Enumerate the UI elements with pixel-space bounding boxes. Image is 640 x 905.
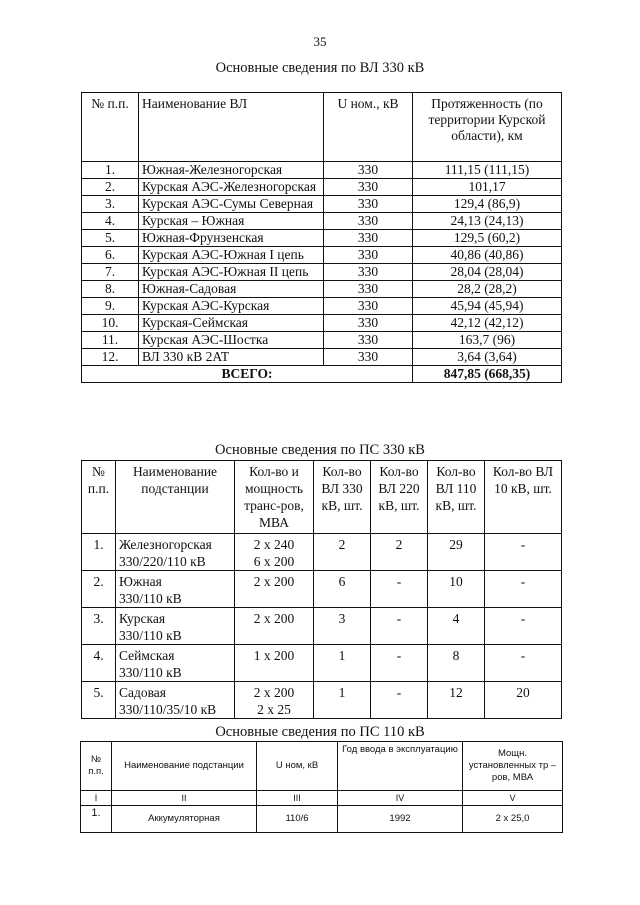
cell-line: 2 х 200 <box>253 611 295 626</box>
ps110-header-power: Мощн. установленных тр – ров, МВА <box>463 742 563 791</box>
ps330-cell-num: 4. <box>82 645 116 682</box>
vl330-cell-u: 330 <box>324 162 413 179</box>
vl330-cell-u: 330 <box>324 281 413 298</box>
table-row <box>82 162 562 179</box>
vl330-cell-u: 330 <box>324 179 413 196</box>
ps330-cell-vl10: - <box>485 645 562 682</box>
vl330-cell-name: ВЛ 330 кВ 2АТ <box>139 349 324 366</box>
vl330-cell-length: 24,13 (24,13) <box>413 213 562 230</box>
table-row <box>82 315 562 332</box>
vl330-cell-length: 42,12 (42,12) <box>413 315 562 332</box>
vl330-cell-num: 12. <box>82 349 139 366</box>
vl330-cell-num: 1. <box>82 162 139 179</box>
vl330-cell-name: Южная-Железногорская <box>139 162 324 179</box>
vl330-cell-name: Курская АЭС-Шостка <box>139 332 324 349</box>
vl330-cell-num: 4. <box>82 213 139 230</box>
ps110-header-u: U ном, кВ <box>257 742 338 791</box>
vl330-cell-name: Курская АЭС-Курская <box>139 298 324 315</box>
vl330-cell-u: 330 <box>324 264 413 281</box>
vl330-cell-num: 9. <box>82 298 139 315</box>
table-row <box>82 645 562 682</box>
table-row <box>82 196 562 213</box>
table-row <box>82 682 562 719</box>
vl330-cell-name: Южная-Фрунзенская <box>139 230 324 247</box>
table-row <box>82 332 562 349</box>
cell-line: 2 х 200 <box>253 685 295 700</box>
ps330-cell-vl110: 29 <box>428 534 485 571</box>
ps330-cell-name <box>116 534 235 571</box>
table-row <box>81 806 563 833</box>
ps330-header-vl110: Кол-во ВЛ 110 кВ, шт. <box>428 461 485 534</box>
table-row <box>82 264 562 281</box>
cell-line: 330/220/110 кВ <box>119 554 206 569</box>
vl330-header-u: U ном., кВ <box>324 93 413 162</box>
cell-line: 1 х 200 <box>253 648 295 663</box>
ps330-cell-num: 3. <box>82 608 116 645</box>
ps330-cell-vl330: 3 <box>314 608 371 645</box>
cell-line: 330/110/35/10 кВ <box>119 702 217 717</box>
vl330-cell-num: 3. <box>82 196 139 213</box>
ps110-row-power: 2 х 25,0 <box>463 806 563 833</box>
vl330-cell-length: 45,94 (45,94) <box>413 298 562 315</box>
ps330-table <box>81 460 562 719</box>
ps110-roman-4: IV <box>338 791 463 806</box>
ps110-roman-3: III <box>257 791 338 806</box>
ps110-roman-row <box>81 791 563 806</box>
vl330-cell-u: 330 <box>324 315 413 332</box>
ps110-roman-5: V <box>463 791 563 806</box>
ps110-row-num: 1. <box>81 806 112 833</box>
ps330-cell-vl110: 4 <box>428 608 485 645</box>
cell-line: 330/110 кВ <box>119 591 182 606</box>
cell-line: Курская <box>119 611 166 626</box>
page-number: 35 <box>313 34 327 49</box>
vl330-cell-num: 2. <box>82 179 139 196</box>
ps330-header-vl10: Кол-во ВЛ 10 кВ, шт. <box>485 461 562 534</box>
vl330-cell-length: 129,5 (60,2) <box>413 230 562 247</box>
ps330-cell-vl220: - <box>371 571 428 608</box>
vl330-cell-u: 330 <box>324 298 413 315</box>
table-row <box>82 608 562 645</box>
vl330-cell-name: Курская АЭС-Железногорская <box>139 179 324 196</box>
vl330-caption: Основные сведения по ВЛ 330 кВ <box>215 60 425 76</box>
ps330-cell-name <box>116 645 235 682</box>
ps330-cell-name <box>116 571 235 608</box>
cell-line: Садовая <box>119 685 167 700</box>
cell-line: 2 х 25 <box>257 702 291 717</box>
cell-line: 2 х 240 <box>253 537 295 552</box>
ps330-cell-vl330: 1 <box>314 682 371 719</box>
ps330-cell-vl110: 12 <box>428 682 485 719</box>
ps110-header-name: Наименование подстанции <box>112 742 257 791</box>
table-row <box>82 247 562 264</box>
table-row <box>82 571 562 608</box>
table-row <box>82 213 562 230</box>
ps330-cell-vl10: - <box>485 571 562 608</box>
ps110-header-row <box>81 742 563 791</box>
vl330-cell-num: 11. <box>82 332 139 349</box>
ps330-cell-vl220: 2 <box>371 534 428 571</box>
ps330-cell-trans <box>235 571 314 608</box>
vl330-total-row <box>82 366 562 383</box>
ps330-header-vl220: Кол-во ВЛ 220 кВ, шт. <box>371 461 428 534</box>
ps330-cell-trans <box>235 682 314 719</box>
ps330-cell-name <box>116 608 235 645</box>
ps110-row-u: 110/6 <box>257 806 338 833</box>
vl330-table <box>81 92 562 383</box>
vl330-header-name: Наименование ВЛ <box>139 93 324 162</box>
vl330-cell-length: 129,4 (86,9) <box>413 196 562 213</box>
vl330-header-num: № п.п. <box>82 93 139 162</box>
vl330-cell-name: Курская-Сеймская <box>139 315 324 332</box>
vl330-cell-u: 330 <box>324 247 413 264</box>
vl330-cell-name: Курская АЭС-Сумы Северная <box>139 196 324 213</box>
ps330-header-row <box>82 461 562 534</box>
vl330-cell-num: 10. <box>82 315 139 332</box>
vl330-cell-u: 330 <box>324 213 413 230</box>
vl330-cell-u: 330 <box>324 230 413 247</box>
vl330-cell-num: 6. <box>82 247 139 264</box>
ps330-cell-trans <box>235 608 314 645</box>
ps110-header-num: № п.п. <box>81 742 112 791</box>
ps110-caption: Основные сведения по ПС 110 кВ <box>215 724 425 740</box>
ps330-cell-vl110: 10 <box>428 571 485 608</box>
cell-line: 330/110 кВ <box>119 665 182 680</box>
vl330-cell-length: 111,15 (111,15) <box>413 162 562 179</box>
cell-line: Железногорская <box>119 537 212 552</box>
ps110-roman-1: I <box>81 791 112 806</box>
vl330-header-length: Протяженность (по территории Курской области), км <box>413 93 562 162</box>
ps110-row-name: Аккумуляторная <box>112 806 257 833</box>
vl330-cell-length: 163,7 (96) <box>413 332 562 349</box>
ps330-cell-trans <box>235 534 314 571</box>
table-row <box>82 298 562 315</box>
vl330-cell-name: Курская – Южная <box>139 213 324 230</box>
vl330-cell-length: 3,64 (3,64) <box>413 349 562 366</box>
vl330-cell-num: 8. <box>82 281 139 298</box>
vl330-cell-u: 330 <box>324 196 413 213</box>
vl330-cell-num: 7. <box>82 264 139 281</box>
ps330-cell-vl330: 6 <box>314 571 371 608</box>
cell-line: 330/110 кВ <box>119 628 182 643</box>
cell-line: 6 х 200 <box>253 554 295 569</box>
ps330-cell-vl10: - <box>485 608 562 645</box>
table-row <box>82 281 562 298</box>
cell-line: Южная <box>119 574 162 589</box>
ps110-table <box>80 741 563 833</box>
ps330-cell-trans <box>235 645 314 682</box>
vl330-cell-length: 28,04 (28,04) <box>413 264 562 281</box>
ps110-row-year: 1992 <box>338 806 463 833</box>
vl330-cell-length: 101,17 <box>413 179 562 196</box>
vl330-cell-name: Курская АЭС-Южная II цепь <box>139 264 324 281</box>
table-row <box>82 349 562 366</box>
vl330-cell-length: 40,86 (40,86) <box>413 247 562 264</box>
ps330-cell-vl10: 20 <box>485 682 562 719</box>
ps330-cell-vl330: 1 <box>314 645 371 682</box>
vl330-cell-name: Южная-Садовая <box>139 281 324 298</box>
cell-line: 2 х 200 <box>253 574 295 589</box>
vl330-cell-num: 5. <box>82 230 139 247</box>
ps330-cell-vl220: - <box>371 645 428 682</box>
vl330-total-label: ВСЕГО: <box>82 366 413 383</box>
ps330-header-vl330: Кол-во ВЛ 330 кВ, шт. <box>314 461 371 534</box>
vl330-cell-length: 28,2 (28,2) <box>413 281 562 298</box>
ps330-cell-num: 5. <box>82 682 116 719</box>
ps330-cell-vl10: - <box>485 534 562 571</box>
ps330-header-name: Наименование подстанции <box>116 461 235 534</box>
ps330-cell-vl330: 2 <box>314 534 371 571</box>
cell-line: Сеймская <box>119 648 175 663</box>
ps330-header-trans: Кол-во и мощность транс-ров, МВА <box>235 461 314 534</box>
vl330-cell-u: 330 <box>324 332 413 349</box>
ps330-cell-name <box>116 682 235 719</box>
ps330-cell-vl110: 8 <box>428 645 485 682</box>
ps330-cell-vl220: - <box>371 608 428 645</box>
ps330-caption: Основные сведения по ПС 330 кВ <box>215 442 425 458</box>
table-row <box>82 534 562 571</box>
table-row <box>82 179 562 196</box>
vl330-header-row <box>82 93 562 162</box>
ps330-header-num: № п.п. <box>82 461 116 534</box>
ps110-roman-2: II <box>112 791 257 806</box>
vl330-total-value: 847,85 (668,35) <box>413 366 562 383</box>
ps110-header-year: Год ввода в эксплуатацию <box>338 742 463 791</box>
vl330-cell-u: 330 <box>324 349 413 366</box>
table-row <box>82 230 562 247</box>
ps330-cell-num: 2. <box>82 571 116 608</box>
ps330-cell-num: 1. <box>82 534 116 571</box>
vl330-cell-name: Курская АЭС-Южная I цепь <box>139 247 324 264</box>
ps330-cell-vl220: - <box>371 682 428 719</box>
